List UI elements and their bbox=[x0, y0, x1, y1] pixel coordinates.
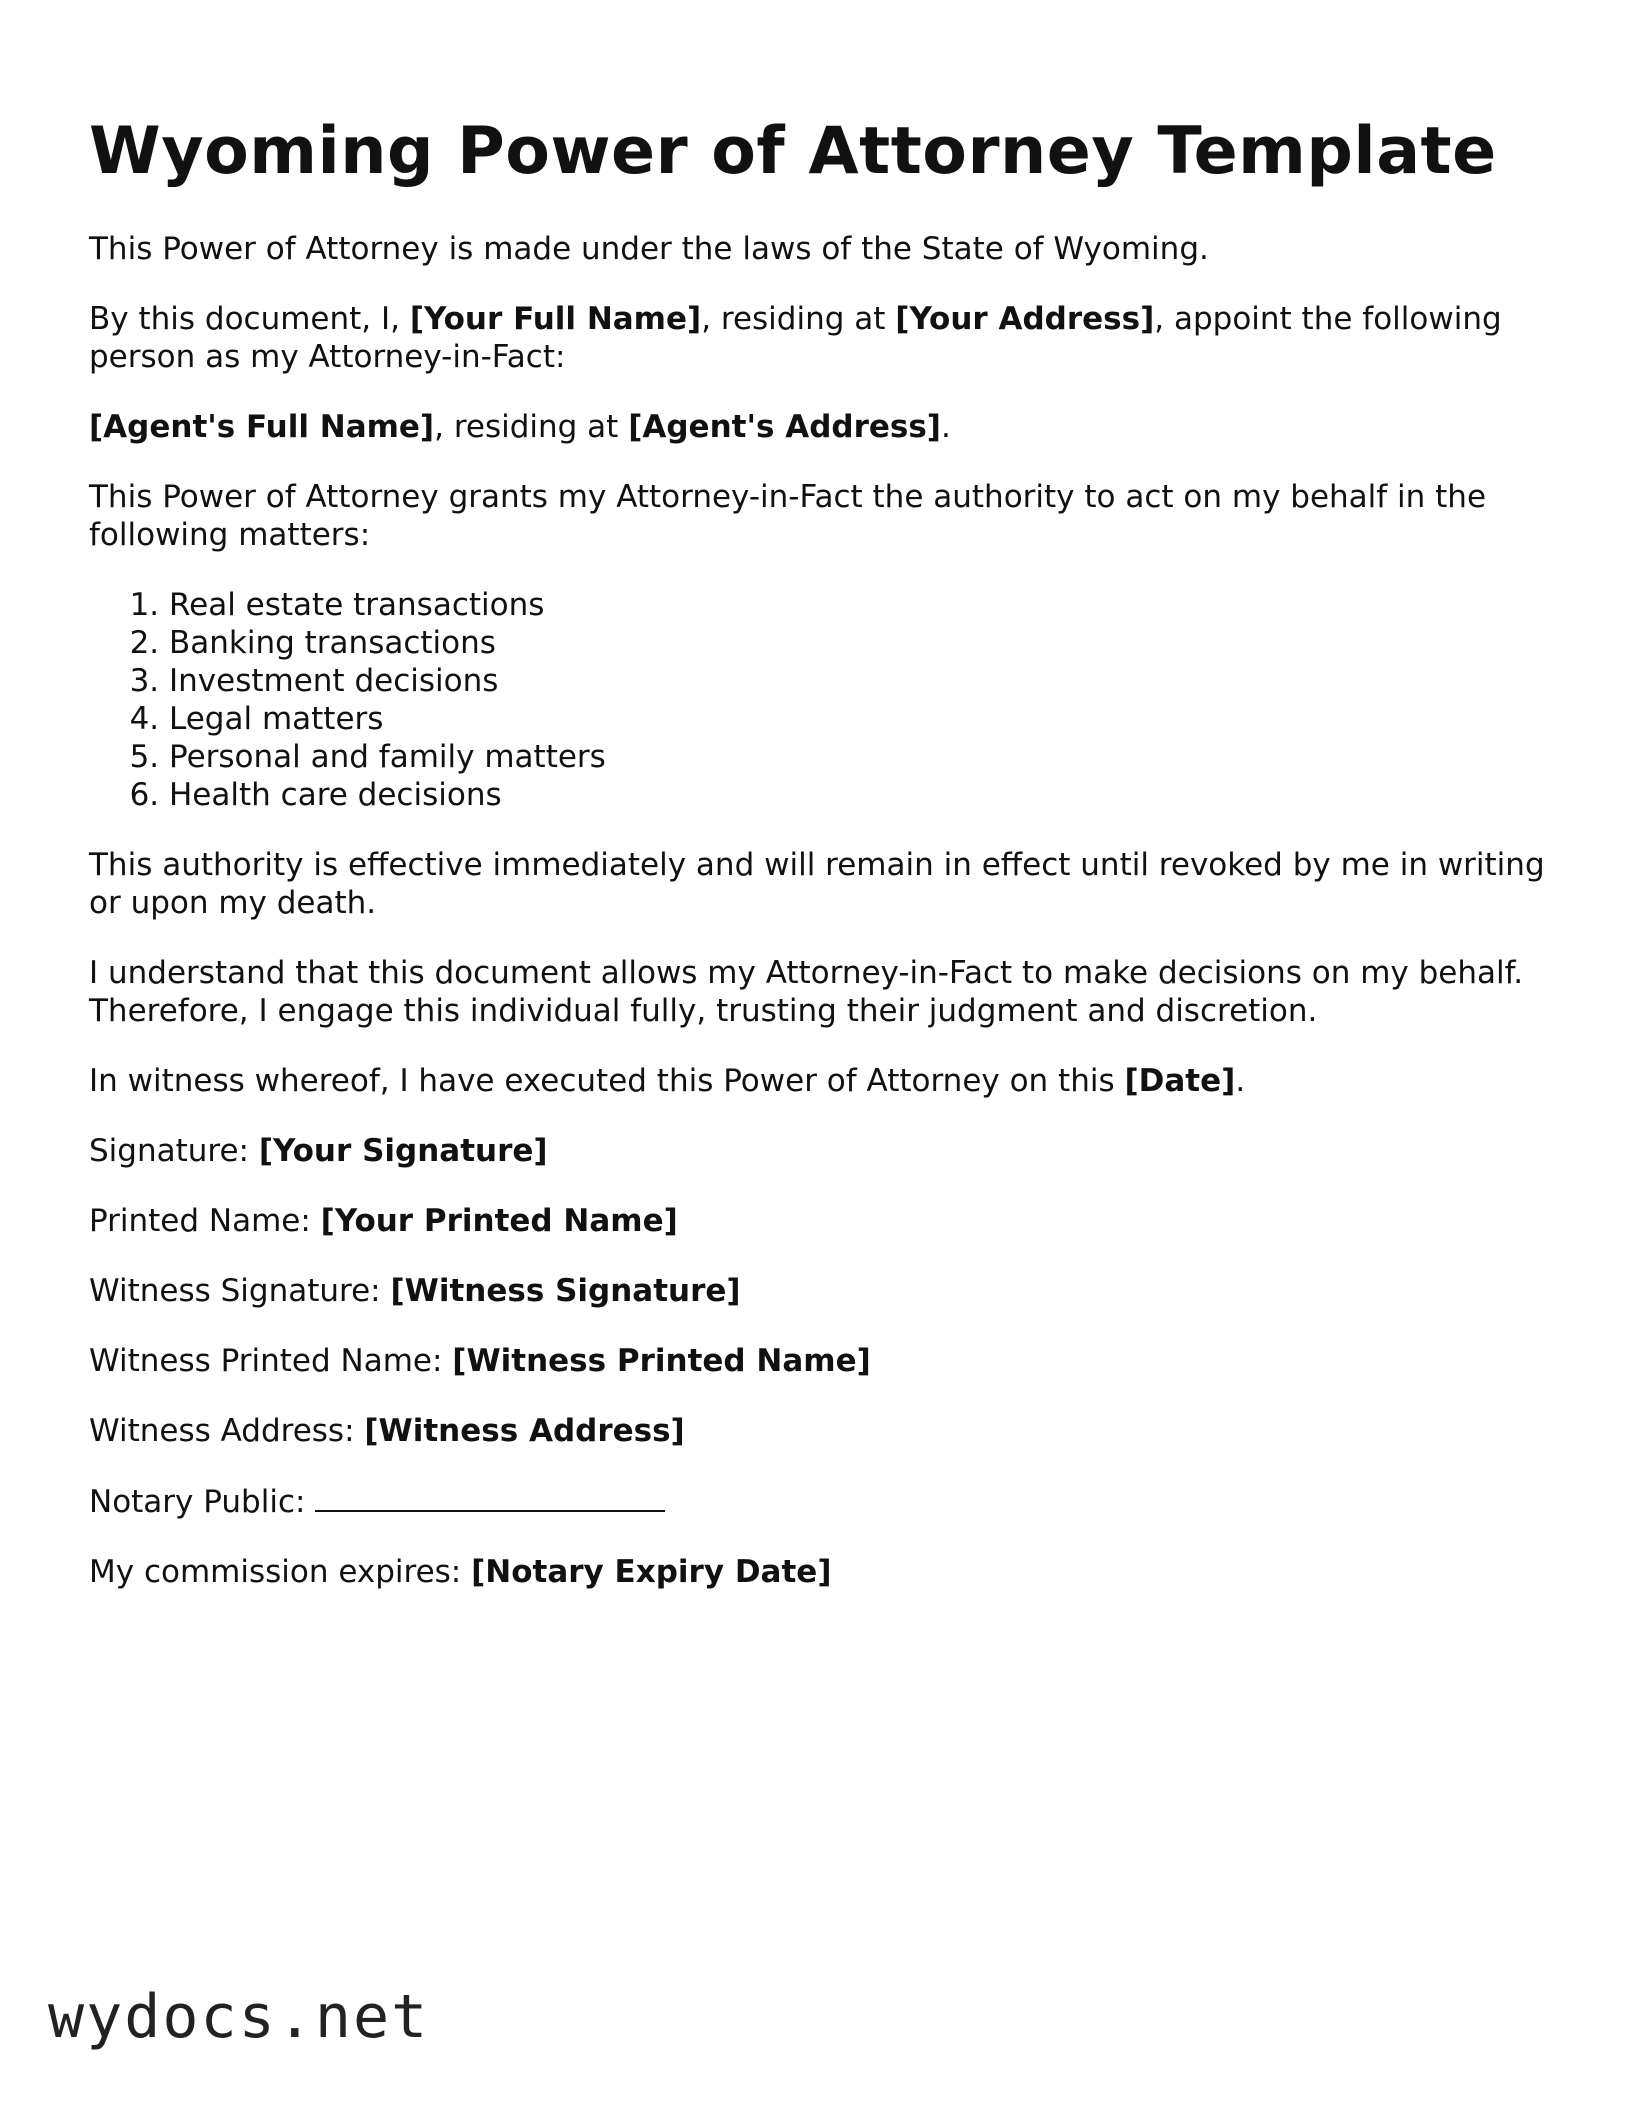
site-watermark: wydocs.net bbox=[48, 1982, 430, 2052]
signature-field bbox=[89, 1132, 1549, 1170]
witness-printed-name-field bbox=[89, 1342, 1549, 1380]
witness-address-placeholder: [Witness Address] bbox=[364, 1413, 685, 1449]
agent-address-placeholder: [Agent's Address] bbox=[628, 409, 941, 445]
witness-printed-name-placeholder: [Witness Printed Name] bbox=[452, 1343, 871, 1379]
witness-printed-name-label: Witness Printed Name: bbox=[89, 1343, 453, 1379]
agent-name-placeholder: [Agent's Full Name] bbox=[89, 409, 435, 445]
principal-name-placeholder: [Your Full Name] bbox=[409, 301, 702, 337]
witness-clause bbox=[89, 1062, 1549, 1100]
witness-clause-prefix: In witness whereof, I have executed this Power of Attorney on this bbox=[89, 1063, 1125, 1099]
witness-address-label: Witness Address: bbox=[89, 1413, 365, 1449]
list-item: 6. Health care decisions bbox=[169, 776, 1549, 814]
witness-signature-field bbox=[89, 1272, 1549, 1310]
matters-list bbox=[89, 586, 1549, 814]
list-item: 4. Legal matters bbox=[169, 700, 1549, 738]
appointment-prefix: By this document, I, bbox=[89, 301, 410, 337]
signature-placeholder: [Your Signature] bbox=[258, 1133, 548, 1169]
agent-middle: , residing at bbox=[434, 409, 629, 445]
agent-suffix: . bbox=[940, 409, 951, 445]
page-title: Wyoming Power of Attorney Template bbox=[89, 114, 1497, 189]
witness-address-field bbox=[89, 1412, 1549, 1450]
witness-signature-label: Witness Signature: bbox=[89, 1273, 391, 1309]
printed-name-placeholder: [Your Printed Name] bbox=[320, 1203, 678, 1239]
list-item: 2. Banking transactions bbox=[169, 624, 1549, 662]
agent-paragraph bbox=[89, 408, 1549, 446]
list-item: 5. Personal and family matters bbox=[169, 738, 1549, 776]
appointment-suffix: , appoint the following person as my Attorney-in-Fact: bbox=[89, 301, 1502, 375]
grant-paragraph: This Power of Attorney grants my Attorney-in-Fact the authority to act on my behalf in the following matters: bbox=[89, 479, 1487, 553]
list-item: 1. Real estate transactions bbox=[169, 586, 1549, 624]
commission-placeholder: [Notary Expiry Date] bbox=[471, 1554, 832, 1590]
principal-address-placeholder: [Your Address] bbox=[895, 301, 1155, 337]
witness-clause-suffix: . bbox=[1235, 1063, 1246, 1099]
printed-name-field bbox=[89, 1202, 1549, 1240]
printed-name-label: Printed Name: bbox=[89, 1203, 321, 1239]
intro-paragraph: This Power of Attorney is made under the laws of the State of Wyoming. bbox=[89, 231, 1209, 267]
signature-label: Signature: bbox=[89, 1133, 259, 1169]
list-item: 3. Investment decisions bbox=[169, 662, 1549, 700]
document-page bbox=[89, 112, 1549, 1623]
commission-label: My commission expires: bbox=[89, 1554, 472, 1590]
commission-field bbox=[89, 1553, 1549, 1591]
date-placeholder: [Date] bbox=[1124, 1063, 1236, 1099]
notary-label: Notary Public: bbox=[89, 1484, 316, 1520]
appointment-middle: , residing at bbox=[701, 301, 896, 337]
witness-signature-placeholder: [Witness Signature] bbox=[390, 1273, 741, 1309]
understanding-paragraph: I understand that this document allows my Attorney-in-Fact to make decisions on my behalf. Therefore, I engage this individual fully, trusting their judgment and discretion. bbox=[89, 955, 1524, 1029]
appointment-paragraph bbox=[89, 300, 1549, 376]
effective-paragraph: This authority is effective immediately and will remain in effect until revoked by me in writing or upon my death. bbox=[89, 847, 1545, 921]
notary-signature-line bbox=[315, 1482, 665, 1512]
notary-field bbox=[89, 1482, 1549, 1521]
